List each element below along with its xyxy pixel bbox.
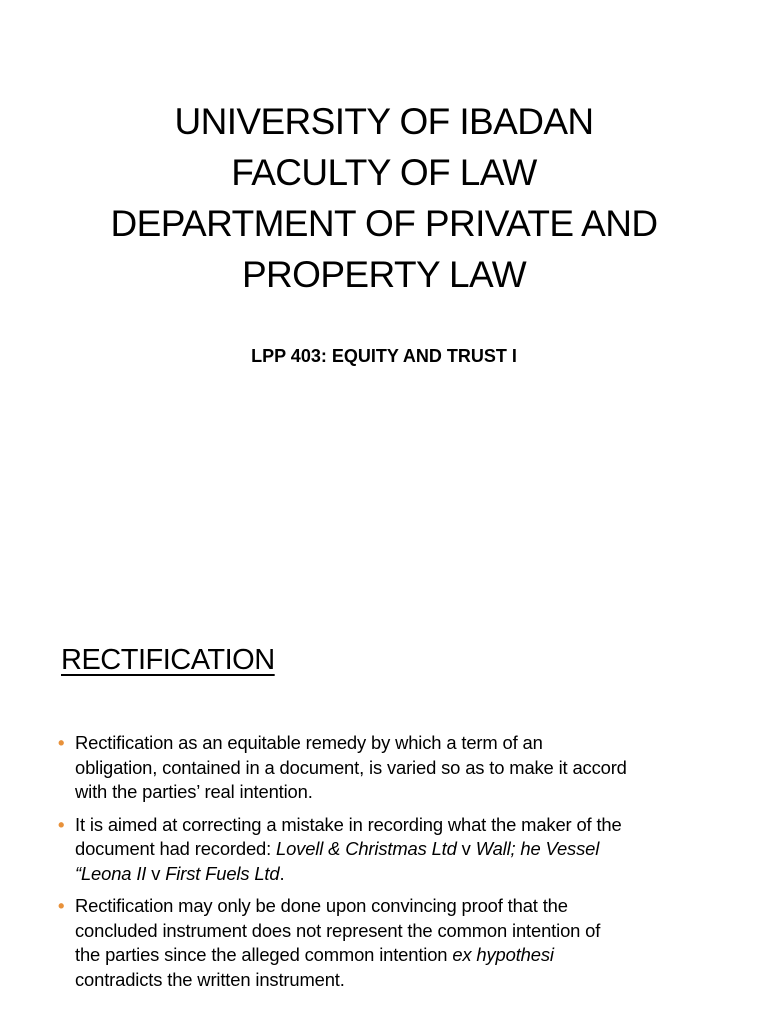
bullet-item-aim xyxy=(56,813,746,887)
course-subtitle: LPP 403: EQUITY AND TRUST I xyxy=(251,346,517,366)
bullet-line: Rectification may only be done upon convincing proof that the xyxy=(75,895,568,916)
rectification-slide xyxy=(0,576,768,1024)
bullet-line: contradicts the written instrument. xyxy=(75,968,345,990)
title-line-faculty: FACULTY OF LAW xyxy=(231,152,537,193)
bullet-line: concluded instrument does not represent the common intention of xyxy=(75,919,601,941)
bullet-dot-icon: • xyxy=(58,895,65,916)
title-line-department: DEPARTMENT OF PRIVATE AND xyxy=(110,203,658,244)
title-line-university: UNIVERSITY OF IBADAN xyxy=(174,101,594,142)
versus-text: v xyxy=(146,862,166,884)
case-name: “Leona II xyxy=(75,862,147,884)
latin-term: ex hypothesi xyxy=(452,944,554,965)
bullet-line xyxy=(75,862,746,887)
bullet-line: obligation, contained in a document, is varied so as to make it accord xyxy=(75,756,627,778)
bullet-line: Rectification as an equitable remedy by which a term of an xyxy=(75,732,543,753)
bullet-item-definition xyxy=(56,731,746,805)
bullet-item-proof xyxy=(56,894,746,992)
bullet-text: the parties since the alleged common intention xyxy=(75,944,453,965)
bullet-text: document had recorded: xyxy=(75,838,277,859)
bullet-line: It is aimed at correcting a mistake in recording what the maker of the xyxy=(75,813,622,835)
bullet-text: . xyxy=(279,862,285,884)
slide-title xyxy=(0,96,768,300)
bullet-dot-icon: • xyxy=(58,813,65,835)
case-name: First Fuels Ltd xyxy=(165,862,280,884)
section-heading: RECTIFICATION xyxy=(61,644,275,676)
case-name: Lovell & Christmas Ltd xyxy=(276,838,457,859)
bullet-dot-icon: • xyxy=(58,732,65,753)
versus-text: v xyxy=(456,838,476,859)
bullet-line xyxy=(75,943,746,968)
bullet-list xyxy=(56,731,746,1000)
case-name: Wall; he Vessel xyxy=(475,838,600,859)
title-line-property-law: PROPERTY LAW xyxy=(241,254,527,295)
bullet-line xyxy=(75,837,746,862)
bullet-line: with the parties’ real intention. xyxy=(75,781,313,802)
